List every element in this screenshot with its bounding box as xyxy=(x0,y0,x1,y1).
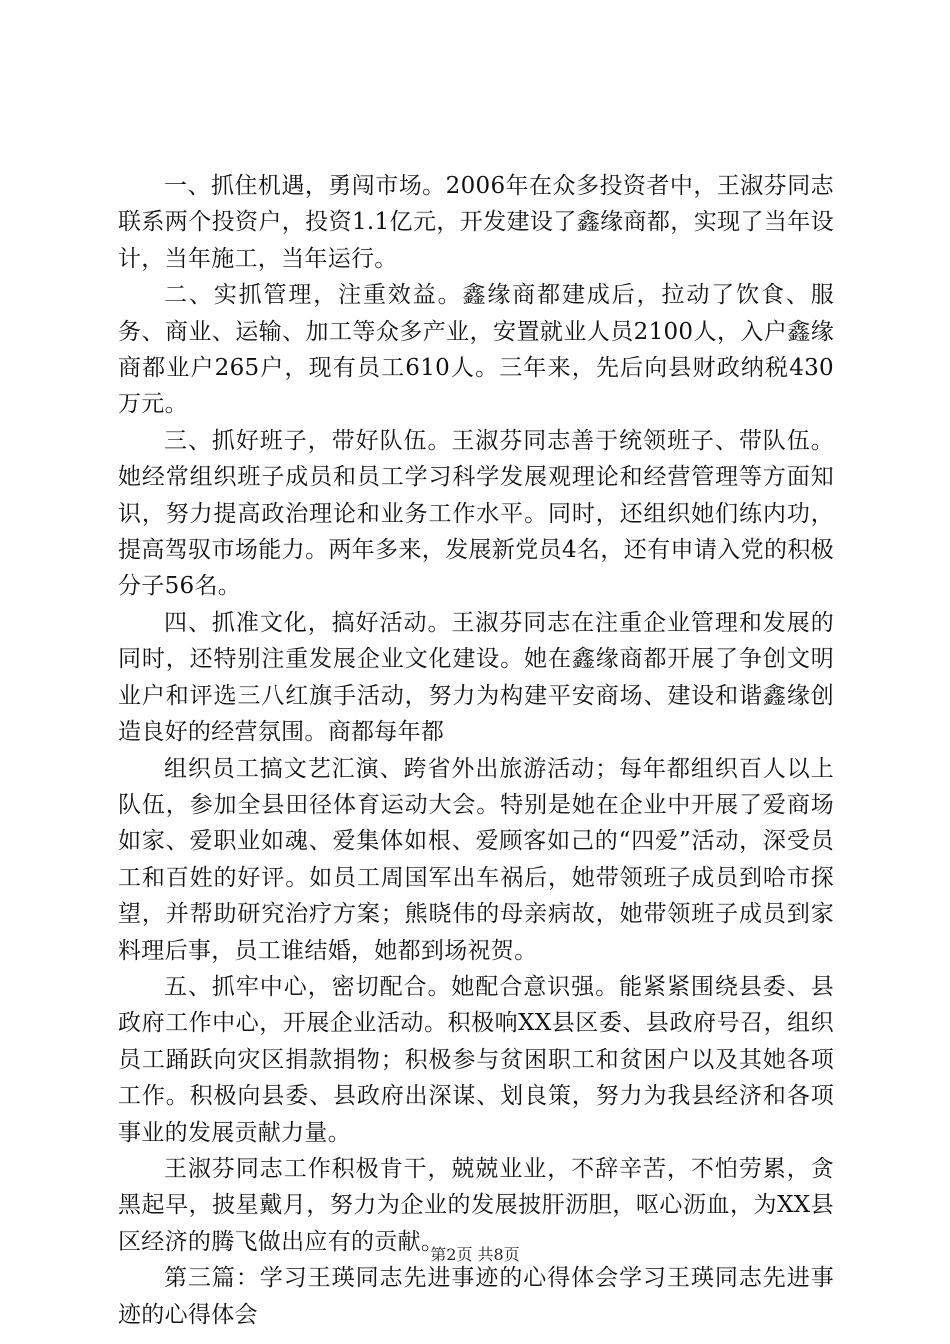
paragraph-summary: 王淑芬同志工作积极肯干，兢兢业业，不辞辛苦，不怕劳累，贪黑起早，披星戴月，努力为企业的发展披肝沥胆，呕心沥血，为XX县区经济的腾飞做出应有的贡献。 xyxy=(118,1155,834,1255)
paragraph-cooperation: 五、抓牢中心，密切配合。她配合意识强。能紧紧围绕县委、县政府工作中心，开展企业活动。积极响XX县区委、县政府号召，组织员工踊跃向灾区捐款捐物；积极参与贫困职工和贫困户以及其她各项工作。积极向县委、县政府出深谋、划良策，努力为我县经济和各项事业的发展贡献力量。 xyxy=(118,973,834,1146)
paragraph-culture-activities: 四、抓准文化，搞好活动。王淑芬同志在注重企业管理和发展的同时，还特别注重发展企业文化建设。她在鑫缘商都开展了争创文明业户和评选三八红旗手活动，努力为构建平安商场、建设和谐鑫缘创造良好的经营氛围。商都每年都 xyxy=(118,609,834,746)
page-footer: 第2页 共8页 xyxy=(430,1245,520,1264)
paragraph-team-building: 三、抓好班子，带好队伍。王淑芬同志善于统领班子、带队伍。她经常组织班子成员和员工学习科学发展观理论和经营管理等方面知识，努力提高政治理论和业务工作水平。同时，还组织她们练内功，提高驾驭市场能力。两年多来，发展新党员4名，还有申请入党的积极分子56名。 xyxy=(118,427,834,600)
paragraph-staff-activities: 组织员工搞文艺汇演、跨省外出旅游活动；每年都组织百人以上队伍，参加全县田径体育运动大会。特别是她在企业中开展了爱商场如家、爱职业如魂、爱集体如根、爱顾客如己的“四爱”活动，深受员工和百姓的好评。如员工周国军出车祸后，她带领班子成员到哈市探望，并帮助研究治疗方案；熊晓伟的母亲病故，她带领班子成员到家料理后事，员工谁结婚，她都到场祝贺。 xyxy=(118,755,834,964)
document-body xyxy=(118,168,834,1333)
paragraph-management-benefit: 二、实抓管理，注重效益。鑫缘商都建成后，拉动了饮食、服务、商业、运输、加工等众多产业，安置就业人员2100人，入户鑫缘商都业户265户，现有员工610人。三年来，先后向县财政纳税430万元。 xyxy=(118,282,834,418)
paragraph-section-heading: 第三篇：学习王瑛同志先进事迹的心得体会学习王瑛同志先进事迹的心得体会 xyxy=(118,1265,834,1328)
paragraph-seize-opportunity: 一、抓住机遇，勇闯市场。2006年在众多投资者中，王淑芬同志联系两个投资户，投资1.1亿元，开发建设了鑫缘商都，实现了当年设计，当年施工，当年运行。 xyxy=(118,173,834,272)
